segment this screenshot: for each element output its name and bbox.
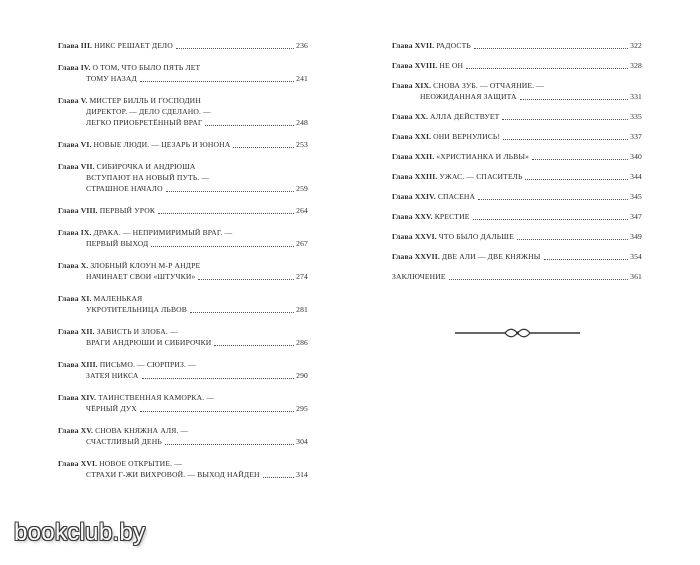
chapter-number: Глава XIX.: [392, 81, 432, 90]
chapter-number: Глава IX.: [58, 228, 92, 237]
dot-leader: [140, 81, 294, 82]
toc-entry: [58, 326, 308, 348]
chapter-title: ДРАКА. — НЕПРИМИРИМЫЙ ВРАГ. —: [93, 228, 233, 237]
chapter-title: ПЕРВЫЙ ВЫХОД: [86, 239, 149, 248]
page-number: 322: [630, 41, 642, 50]
chapter-number: Глава III.: [58, 41, 93, 50]
chapter-number: Глава VII.: [58, 162, 95, 171]
toc-entry-line: [392, 271, 642, 282]
toc-entry-line: [58, 293, 308, 304]
chapter-number: Глава XX.: [392, 112, 429, 121]
toc-entry-line: [58, 304, 308, 315]
page-number: 241: [296, 74, 308, 83]
toc-entry: [58, 40, 308, 51]
chapter-title: СТРАХИ Г-ЖИ ВИХРОВОЙ. — ВЫХОД НАЙДЕН: [86, 470, 260, 479]
chapter-title: КРЕСТИЕ: [434, 212, 470, 221]
page-number: 248: [296, 118, 308, 127]
page-number: 335: [630, 112, 642, 121]
chapter-title: О ТОМ, ЧТО БЫЛО ПЯТЬ ЛЕТ: [92, 63, 201, 72]
chapter-title: ЛЕГКО ПРИОБРЕТЁННЫЙ ВРАГ: [86, 118, 203, 127]
dot-leader: [502, 119, 628, 120]
page-number: 314: [296, 470, 308, 479]
chapter-number: Глава IV.: [58, 63, 91, 72]
chapter-title: АЛЛА ДЕЙСТВУЕТ: [430, 112, 500, 121]
chapter-title: НАЧИНАЕТ СВОИ «ШТУЧКИ»: [86, 272, 196, 281]
dot-leader: [140, 411, 294, 412]
toc-entry: [392, 60, 642, 71]
toc-left-column: [58, 40, 308, 491]
toc-entry-line: [58, 106, 308, 117]
toc-entry: [392, 251, 642, 262]
toc-entry-line: [58, 260, 308, 271]
dot-leader: [233, 147, 294, 148]
toc-entry: [58, 392, 308, 414]
toc-entry: [392, 191, 642, 202]
toc-entry: [58, 293, 308, 315]
toc-entry-line: [58, 271, 308, 282]
toc-entry: [58, 62, 308, 84]
chapter-number: Глава XVII.: [392, 41, 435, 50]
toc-entry-line: [58, 436, 308, 447]
dot-leader: [466, 68, 628, 69]
chapter-number: Глава VIII.: [58, 206, 98, 215]
toc-entry: [392, 131, 642, 142]
chapter-title: ОНИ ВЕРНУЛИСЬ!: [433, 132, 501, 141]
toc-entry-line: [392, 231, 642, 242]
chapter-number: Глава XXVI.: [392, 232, 437, 241]
chapter-title: УКРОТИТЕЛЬНИЦА ЛЬВОВ: [86, 305, 188, 314]
chapter-title: ЗАВИСТЬ И ЗЛОБА. —: [96, 327, 178, 336]
page-number: 361: [630, 272, 642, 281]
toc-entry-line: [392, 80, 642, 91]
toc-entry: [58, 139, 308, 150]
chapter-title: СИБИРОЧКА И АНДРЮША: [96, 162, 196, 171]
chapter-title: ЗЛОБНЫЙ КЛОУН М-Р АНДРЕ: [90, 261, 201, 270]
chapter-number: Глава XIII.: [58, 360, 98, 369]
chapter-number: Глава XXI.: [392, 132, 432, 141]
chapter-title: МИСТЕР БИЛЛЬ И ГОСПОДИН: [89, 96, 201, 105]
page-number: 349: [630, 232, 642, 241]
dot-leader: [474, 48, 628, 49]
chapter-title: РАДОСТЬ: [436, 41, 471, 50]
toc-entry-line: [392, 40, 642, 51]
chapter-title: ЗАКЛЮЧЕНИЕ: [392, 272, 446, 281]
toc-entry-line: [58, 425, 308, 436]
toc-entry-line: [392, 191, 642, 202]
toc-entry: [58, 260, 308, 282]
chapter-title: «ХРИСТИАНКА И ЛЬВЫ»: [436, 152, 530, 161]
dot-leader: [158, 213, 294, 214]
chapter-title: ПЕРВЫЙ УРОК: [99, 206, 156, 215]
chapter-number: Глава XXII.: [392, 152, 435, 161]
page-number: 344: [630, 172, 642, 181]
chapter-title: ЗАТЕЯ НИКСА: [86, 371, 139, 380]
chapter-title: НЕ ОН: [439, 61, 464, 70]
chapter-title: ТАИНСТВЕННАЯ КАМОРКА. —: [98, 393, 215, 402]
chapter-title: ЧТО БЫЛО ДАЛЬШЕ: [438, 232, 514, 241]
toc-entry: [392, 271, 642, 282]
dot-leader: [198, 279, 294, 280]
chapter-number: Глава XXVII.: [392, 252, 440, 261]
page-number: 253: [296, 140, 308, 149]
toc-entry-line: [58, 95, 308, 106]
chapter-title: НОВОЕ ОТКРЫТИЕ. —: [99, 459, 182, 468]
dot-leader: [478, 199, 628, 200]
toc-entry-line: [58, 458, 308, 469]
toc-entry-line: [58, 359, 308, 370]
toc-entry: [58, 95, 308, 128]
page-number: 295: [296, 404, 308, 413]
chapter-title: СПАСЕНА: [437, 192, 476, 201]
toc-entry-line: [58, 227, 308, 238]
dot-leader: [214, 345, 294, 346]
toc-entry: [392, 111, 642, 122]
page-number: 328: [630, 61, 642, 70]
page-number: 281: [296, 305, 308, 314]
page-number: 290: [296, 371, 308, 380]
chapter-title: НЕОЖИДАННАЯ ЗАЩИТА: [420, 92, 517, 101]
dot-leader: [205, 125, 294, 126]
page-number: 304: [296, 437, 308, 446]
toc-entry-line: [58, 161, 308, 172]
toc-entry-line: [392, 131, 642, 142]
toc-entry-line: [58, 62, 308, 73]
page-number: 267: [296, 239, 308, 248]
page-number: 274: [296, 272, 308, 281]
toc-entry-line: [58, 403, 308, 414]
toc-right-column: [392, 40, 642, 291]
dot-leader: [166, 191, 294, 192]
toc-entry: [392, 80, 642, 102]
dot-leader: [544, 259, 629, 260]
toc-entry-line: [58, 73, 308, 84]
dot-leader: [532, 159, 628, 160]
toc-entry-line: [58, 337, 308, 348]
dot-leader: [176, 48, 294, 49]
chapter-number: Глава XVI.: [58, 459, 98, 468]
toc-entry-line: [58, 40, 308, 51]
chapter-number: Глава XXIV.: [392, 192, 436, 201]
chapter-title: ДВЕ АЛИ — ДВЕ КНЯЖНЫ: [441, 252, 541, 261]
toc-entry: [392, 231, 642, 242]
toc-entry-line: [58, 139, 308, 150]
chapter-title: СНОВА ЗУБ. — ОТЧАЯНИЕ. —: [433, 81, 545, 90]
toc-entry-line: [392, 151, 642, 162]
chapter-number: Глава XIV.: [58, 393, 97, 402]
toc-entry-line: [58, 469, 308, 480]
chapter-title: УЖАС. — СПАСИТЕЛЬ: [439, 172, 523, 181]
toc-entry-line: [392, 171, 642, 182]
chapter-title: ДИРЕКТОР. — ДЕЛО СДЕЛАНО. —: [86, 107, 211, 116]
chapter-number: Глава XXIII.: [392, 172, 438, 181]
toc-entry-line: [392, 60, 642, 71]
chapter-number: Глава V.: [58, 96, 88, 105]
dot-leader: [190, 312, 294, 313]
toc-entry: [58, 205, 308, 216]
chapter-number: Глава XXV.: [392, 212, 433, 221]
toc-entry-line: [58, 205, 308, 216]
dot-leader: [503, 139, 628, 140]
page-number: 264: [296, 206, 308, 215]
chapter-title: СЧАСТЛИВЫЙ ДЕНЬ: [86, 437, 162, 446]
toc-entry: [392, 211, 642, 222]
dot-leader: [151, 246, 294, 247]
chapter-title: НОВЫЕ ЛЮДИ. — ЦЕЗАРЬ И ЮНОНА: [93, 140, 231, 149]
chapter-number: Глава XV.: [58, 426, 94, 435]
dot-leader: [473, 219, 629, 220]
page-number: 259: [296, 184, 308, 193]
chapter-title: ЧЁРНЫЙ ДУХ: [86, 404, 137, 413]
chapter-number: Глава XI.: [58, 294, 92, 303]
chapter-title: МАЛЕНЬКАЯ: [93, 294, 143, 303]
chapter-title: СТРАШНОЕ НАЧАЛО: [86, 184, 163, 193]
toc-entry-line: [58, 326, 308, 337]
dot-leader: [525, 179, 628, 180]
ornament-divider: [455, 327, 580, 339]
page-number: 347: [630, 212, 642, 221]
chapter-title: ПИСЬМО. — СЮРПРИЗ. —: [99, 360, 196, 369]
toc-entry-line: [58, 183, 308, 194]
toc-entry: [392, 151, 642, 162]
toc-entry: [58, 161, 308, 194]
chapter-title: НИКС РЕШАЕТ ДЕЛО: [94, 41, 173, 50]
toc-entry: [58, 359, 308, 381]
chapter-title: ВСТУПАЮТ НА НОВЫЙ ПУТЬ. —: [86, 173, 210, 182]
dot-leader: [165, 444, 294, 445]
dot-leader: [517, 239, 628, 240]
toc-entry: [58, 227, 308, 249]
toc-entry-line: [392, 211, 642, 222]
toc-entry-line: [58, 392, 308, 403]
toc-entry-line: [392, 111, 642, 122]
toc-entry-line: [58, 370, 308, 381]
page-number: 337: [630, 132, 642, 141]
chapter-title: СНОВА КНЯЖНА АЛЯ. —: [95, 426, 189, 435]
chapter-number: Глава VI.: [58, 140, 92, 149]
toc-entry-line: [58, 117, 308, 128]
chapter-title: ВРАГИ АНДРЮШИ И СИБИРОЧКИ: [86, 338, 212, 347]
toc-entry: [392, 171, 642, 182]
dot-leader: [142, 378, 295, 379]
page-number: 340: [630, 152, 642, 161]
page-number: 286: [296, 338, 308, 347]
toc-entry: [58, 425, 308, 447]
toc-entry: [58, 458, 308, 480]
page-number: 331: [630, 92, 642, 101]
chapter-number: Глава XVIII.: [392, 61, 438, 70]
chapter-title: ТОМУ НАЗАД: [86, 74, 137, 83]
page-number: 354: [630, 252, 642, 261]
toc-entry-line: [58, 238, 308, 249]
chapter-number: Глава XII.: [58, 327, 95, 336]
toc-entry: [392, 40, 642, 51]
dot-leader: [520, 99, 628, 100]
dot-leader: [263, 477, 294, 478]
toc-entry-line: [392, 91, 642, 102]
page-number: 236: [296, 41, 308, 50]
toc-entry-line: [58, 172, 308, 183]
watermark-logo: bookclub.by: [14, 519, 146, 546]
dot-leader: [449, 279, 628, 280]
page-number: 345: [630, 192, 642, 201]
toc-entry-line: [392, 251, 642, 262]
chapter-number: Глава X.: [58, 261, 89, 270]
